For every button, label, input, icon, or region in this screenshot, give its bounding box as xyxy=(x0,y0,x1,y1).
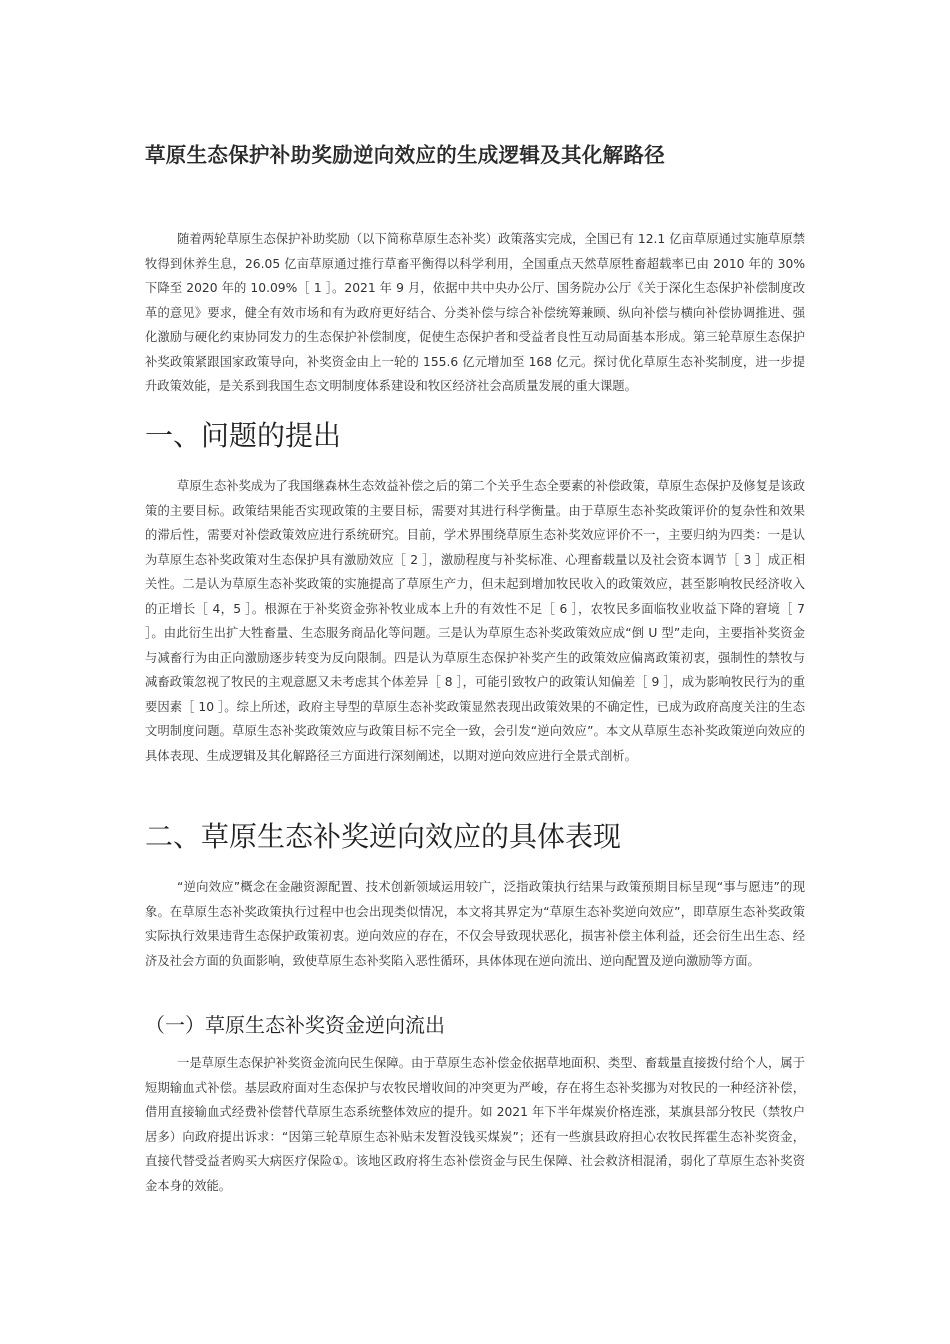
subsection-heading-1: （一）草原生态补奖资金逆向流出 xyxy=(145,1013,445,1037)
section-2-paragraph: “逆向效应”概念在金融资源配置、技术创新领域运用较广，泛指政策执行结果与政策预期目标呈现“事与愿违”的现象。在草原生态补奖政策执行过程中也会出现类似情况，本文将其界定为“草原生态补奖逆向效应”，即草原生态补奖政策实际执行效果违背生态保护政策初衷。逆向效应的存在，不仅会导致现状恶化，损害补偿主体利益，还会衍生出生态、经济及社会方面的负面影响，致使草原生态补奖陷入恶性循环，具体体现在逆向流出、逆向配置及逆向激励等方面。 xyxy=(145,880,805,968)
section-1-paragraph: 草原生态补奖成为了我国继森林生态效益补偿之后的第二个关乎生态全要素的补偿政策，草原生态保护及修复是该政策的主要目标。政策结果能否实现政策的主要目标，需要对其进行科学衡量。由于草原生态补奖政策评价的复杂性和效果的滞后性，需要对补偿政策效应进行系统研究。目前，学术界围绕草原生态补奖效应评价不一，主要归纳为四类：一是认为草原生态补奖政策对生态保护具有激励效应［ 2 ］，激励程度与补奖标准、心理畜载量以及社会资本调节［ 3 ］成正相关性。二是认为草原生态补奖政策的实施提高了草原生产力，但未起到增加牧民收入的政策效应，甚至影响牧民经济收入的正增长［ 4，5 ］。根源在于补奖资金弥补牧业成本上升的有效性不足［ 6 ］，农牧民多面临牧业收益下降的窘境［ 7 ］。由此衍生出扩大牲畜量、生态服务商品化等问题。三是认为草原生态补奖政策效应成“倒 U 型”走向，主要指补奖资金与减畜行为由正向激励逐步转变为反向限制。四是认为草原生态保护补奖产生的政策效应偏离政策初衷，强制性的禁牧与减畜政策忽视了牧民的主观意愿又未考虑其个体差异［ 8 ］，可能引致牧户的政策认知偏差［ 9 ］，成为影响牧民行为的重要因素［ 10 ］。综上所述，政府主导型的草原生态补奖政策显然表现出政策效果的不确定性，已成为政府高度关注的生态文明制度问题。草原生态补奖政策效应与政策目标不完全一致，会引发“逆向效应”。本文从草原生态补奖政策逆向效应的具体表现、生成逻辑及其化解路径三方面进行深刻阐述，以期对逆向效应进行全景式剖析。 xyxy=(145,479,805,763)
subsection-1-paragraph: 一是草原生态保护补奖资金流向民生保障。由于草原生态补偿金依据草地面积、类型、畜载量直接拨付给个人，属于短期输血式补偿。基层政府面对生态保护与农牧民增收间的冲突更为严峻，存在将生态补奖挪为对牧民的一种经济补偿，借用直接输血式经费补偿替代草原生态系统整体效应的提升。如 2021 年下半年煤炭价格连涨，某旗县部分牧民（禁牧户居多）向政府提出诉求：“因第三轮草原生态补贴未发暂没钱买煤炭”；还有一些旗县政府担心农牧民挥霍生态补奖资金，直接代替受益者购买大病医疗保险①。该地区政府将生态补偿资金与民生保障、社会救济相混淆，弱化了草原生态补奖资金本身的效能。 xyxy=(145,1056,805,1193)
document-title: 草原生态保护补助奖励逆向效应的生成逻辑及其化解路径 xyxy=(145,143,665,167)
section-heading-2: 二、草原生态补奖逆向效应的具体表现 xyxy=(145,820,622,853)
intro-paragraph: 随着两轮草原生态保护补助奖励（以下简称草原生态补奖）政策落实完成，全国已有 12.1 亿亩草原通过实施草原禁牧得到休养生息，26.05 亿亩草原通过推行草畜平衡得以科学利用，全国重点天然草原牲畜超载率已由 2010 年的 30% 下降至 2020 年的 10.09%［ 1 ］。2021 年 9 月，依据中共中央办公厅、国务院办公厅《关于深化生态保护补偿制度改革的意见》要求，健全有效市场和有为政府更好结合、分类补偿与综合补偿统筹兼顾、纵向补偿与横向补偿协调推进、强化激励与硬化约束协同发力的生态保护补偿制度，促使生态保护者和受益者良性互动局面基本形成。第三轮草原生态保护补奖政策紧跟国家政策导向，补奖资金由上一轮的 155.6 亿元增加至 168 亿元。探讨优化草原生态补奖制度，进一步提升政策效能，是关系到我国生态文明制度体系建设和牧区经济社会高质量发展的重大课题。 xyxy=(145,232,805,393)
section-heading-1: 一、问题的提出 xyxy=(145,419,342,452)
